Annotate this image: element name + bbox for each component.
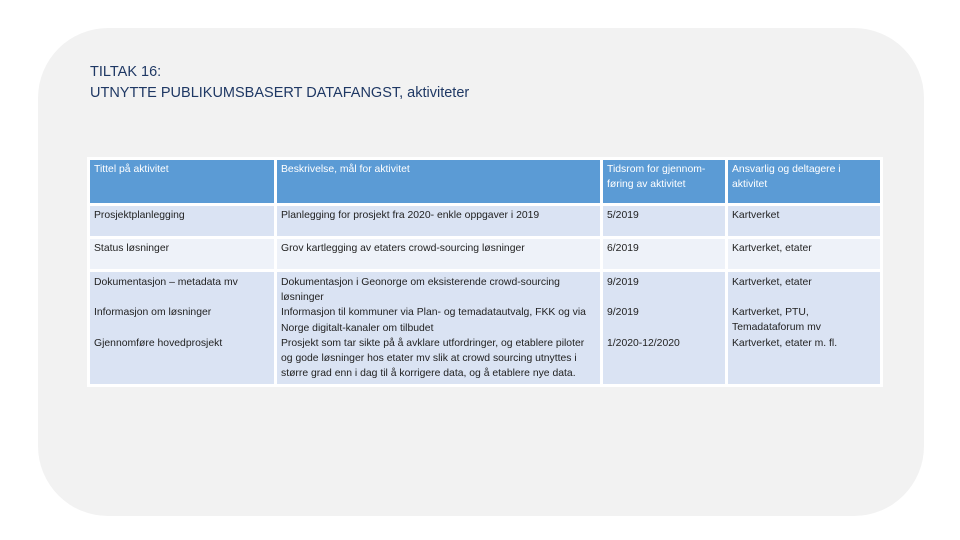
activities-table (87, 157, 883, 387)
header-description: Beskrivelse, mål for aktivitet (276, 159, 602, 205)
cell-period-group (602, 271, 727, 386)
cell-title: Dokumentasjon – metadata mv (94, 277, 238, 288)
cell-title: Status løsninger (89, 238, 276, 271)
table-row (89, 238, 882, 271)
cell-period: 9/2019 (607, 307, 639, 318)
cell-responsible: Kartverket, etater (727, 238, 882, 271)
table-row-merged (89, 271, 882, 386)
page-title (90, 62, 469, 104)
cell-title: Prosjektplanlegging (89, 205, 276, 238)
cell-description: Informasjon til kommuner via Plan- og temadatautvalg, FKK og via Norge digitalt-kanaler om tilbudet (281, 307, 586, 334)
cell-responsible: Kartverket, etater (732, 277, 812, 288)
title-line-2: UTNYTTE PUBLIKUMSBASERT DATAFANGST, aktiviteter (90, 85, 470, 101)
cell-description: Prosjekt som tar sikte på å avklare utfordringer, og etablere piloter og gode løsninger hos etater mv slik at crowd sourcing utnyttes i større grad enn i dag til å korrigere data, og å etablere nye data. (281, 337, 585, 380)
cell-responsible: Kartverket (727, 205, 882, 238)
cell-title: Informasjon om løsninger (94, 307, 212, 318)
cell-responsible: Kartverket, PTU, Temadataforum mv (732, 307, 821, 334)
cell-title: Gjennomføre hovedprosjekt (94, 338, 223, 349)
header-period: Tidsrom for gjennom-føring av aktivitet (602, 159, 727, 205)
cell-period: 6/2019 (602, 238, 727, 271)
header-responsible: Ansvarlig og deltagere i aktivitet (727, 159, 882, 205)
title-line-1: TILTAK 16: (90, 64, 162, 80)
cell-period: 1/2020-12/2020 (607, 338, 680, 349)
table-row (89, 205, 882, 238)
header-title: Tittel på aktivitet (89, 159, 276, 205)
cell-period: 9/2019 (607, 277, 639, 288)
cell-description: Planlegging for prosjekt fra 2020- enkle oppgaver i 2019 (276, 205, 602, 238)
cell-description: Dokumentasjon i Geonorge om eksisterende crowd-sourcing løsninger (281, 277, 560, 304)
table-header-row (89, 159, 882, 205)
cell-responsible: Kartverket, etater m. fl. (732, 338, 838, 349)
cell-description: Grov kartlegging av etaters crowd-sourcing løsninger (276, 238, 602, 271)
cell-period: 5/2019 (602, 205, 727, 238)
cell-title-group (89, 271, 276, 386)
cell-responsible-group (727, 271, 882, 386)
cell-description-group (276, 271, 602, 386)
